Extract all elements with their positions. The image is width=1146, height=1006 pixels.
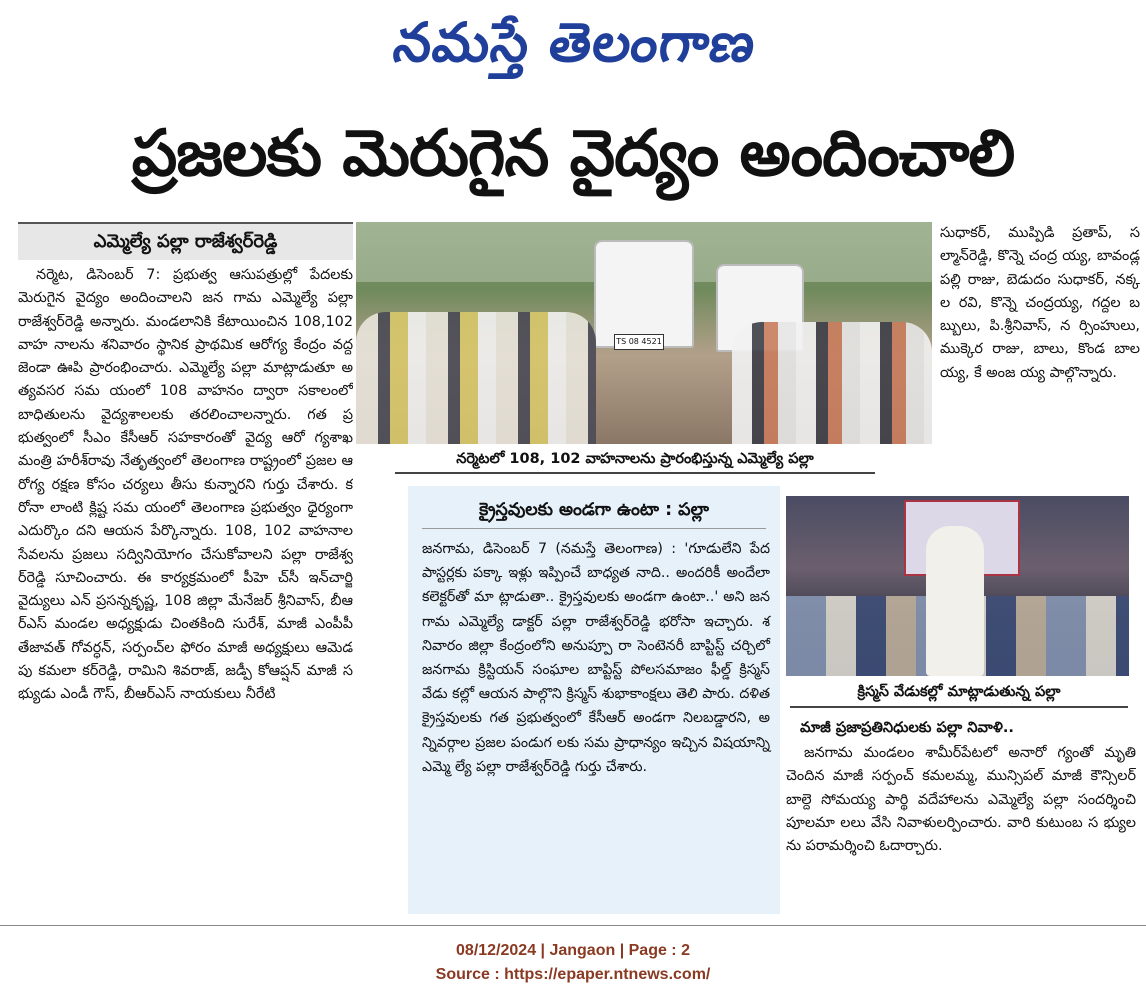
headline: ప్రజలకు మెరుగైన వైద్యం అందించాలి [131, 117, 1015, 191]
crowd-left [356, 312, 596, 444]
left-article-column [18, 222, 353, 912]
right-article-continuation: సుధాకర్, ముప్పిడి ప్రతాప్, సల్మాన్‌రెడ్డి, కొన్నె చంద్ర య్య, బావండ్లపల్లి రాజు, బెడుదం సుధాకర్, నక్కల రవి, కొన్నె చంద్రయ్య, గద్దల బబ్బులు, పి.శ్రీనివాస్, న ర్సింహులు, ముక్కెర రాజు, బాలు, కొండ బాలయ్య, కే అంజ య్య పాల్గొన్నారు. [940, 225, 1140, 381]
christmas-article-body: జనగామ, డిసెంబర్ 7 (నమస్తే తెలంగాణ) : 'గూడులేని పేద పాస్టర్లకు పక్కా ఇళ్లు ఇప్పించే బాధ్యత నాది.. అందరికీ అందేలా కలెక్టర్‌తో మా ట్లాడుతా.. క్రైస్తవులకు అండగా ఉంటా..' అని జన గామ ఎమ్మెల్యే డాక్టర్ పల్లా రాజేశ్వర్‌రెడ్డి భరోసా ఇచ్చారు. శనివారం జిల్లా కేంద్రంలోని అనుప్పూ రా సెంటెనరీ బాప్టిస్ట్ చర్చిలో జనగామ క్రిస్టియన్ సంఘాల బాప్టిస్ట్ పోలసమాజం ఫీల్డ్ క్రిస్మస్ వేడు కల్లో ఆయన పాల్గొని క్రిస్మస్ శుభాకాంక్షలు తెలి పారు. దళిత క్రైస్తవులకు గత ప్రభుత్వంలో కేసీఆర్ అండగా నిలబడ్డారని, అన్నివర్గాల ప్రజల పండుగ లకు సమ ప్రాధాన్యం ఇచ్చిన విషయాన్ని ఎమ్మె ల్యే పల్లా రాజేశ్వర్‌రెడ్డి గుర్తు చేశారు. [422, 541, 770, 775]
christmas-article-title: క్రైస్తవులకు అండగా ఉంటా : పల్లా [422, 500, 766, 529]
ambulance-vehicle-1 [594, 240, 694, 348]
license-plate: TS 08 4521 [614, 334, 664, 350]
christmas-event-photo [786, 496, 1129, 676]
photo1-caption: నర్మెటలో 108, 102 వాహనాలను ప్రారంభిస్తున్న ఎమ్మెల్యే పల్లా [395, 446, 875, 474]
tribute-article [786, 716, 1136, 912]
left-article-body [18, 264, 353, 707]
masthead-logo: నమస్తే తెలంగాణ [389, 10, 761, 74]
left-article-subhead: ఎమ్మెల్యే పల్లా రాజేశ్వర్‌రెడ్డి [18, 222, 353, 260]
crowd-right [732, 322, 932, 444]
edition-info: 08/12/2024 | Jangaon | Page : 2 [456, 942, 690, 959]
photo2-caption: క్రిస్మస్ వేడుకల్లో మాట్లాడుతున్న పల్లా [790, 678, 1128, 708]
christmas-article-box [408, 486, 780, 914]
tribute-subhead: మాజీ ప్రజాప్రతినిధులకు పల్లా నివాళి.. [800, 719, 1014, 736]
ambulance-launch-photo [356, 222, 932, 444]
left-article-paragraph: నర్మెట, డిసెంబర్ 7: ప్రభుత్వ ఆసుపత్రుల్లో పేదలకు మెరుగైన వైద్యం అందించాలని జన గామ ఎమ్మెల్యే పల్లా రాజేశ్వర్‌రెడ్డి అన్నారు. మండలానికి కేటాయించిన 108,102 వాహ నాలను శనివారం స్థానిక ప్రాథమిక ఆరోగ్య కేంద్రం వద్ద జెండా ఊపి ప్రారంభించారు. ఎమ్మెల్యే పల్లా మాట్లాడుతూ అత్యవసర సమ యంలో 108 వాహనం ద్వారా సకాలంలో బాధితులను వైద్యశాలలకు తరలించాలన్నారు. గత ప్రభుత్వంలో సీఎం కేసీఆర్ సహకారంతో వైద్య ఆరో గ్యశాఖ మంత్రి హరీశ్‌రావు నేతృత్వంలో తెలంగాణ రాష్ట్రంలో ప్రజల ఆరోగ్య రక్షణ కోసం చర్యలు తీసు కున్నారని గుర్తు చేశారు. కరోనా లాంటి క్లిష్ట సమ యంలో తెలంగాణ ప్రభుత్వం ధైర్యంగా ఎదుర్కొం దని ఆయన పేర్కొన్నారు. 108, 102 వాహనాల సేవలను ప్రజలు సద్వినియోగం చేసుకోవాలని పల్లా రాజేశ్వర్‌రెడ్డి సూచించారు. ఈ కార్యక్రమంలో పీహె చ్‌సీ ఇన్‌చార్జి వైద్యులు ఎన్ ప్రసన్నకృష్ణ, 108 జిల్లా మేనేజర్ శ్రీనివాస్, బీఆర్‌ఎస్ మండల అధ్యక్షుడు చింతకింది సురేశ్, మాజీ ఎంపీపీ తేజావత్ గోవర్ధన్, సర్పంచ్‌ల ఫోరం మాజీ అధ్యక్షులు ఆమెడపు కమలా కర్‌రెడ్డి, రామిని శివరాజ్, జడ్పీ కోఆప్షన్ మాజీ సభ్యుడు ఎండీ గౌస్, బీఆర్‌ఎస్ నాయకులు నీరేటి [18, 267, 353, 703]
source-link: Source : https://epaper.ntnews.com/ [435, 966, 711, 983]
speaker-figure [926, 526, 984, 676]
tribute-body: జనగామ మండలం శామీర్‌పేటలో అనారో గ్యంతో మృతి చెందిన మాజీ సర్పంచ్ కమలమ్మ, మున్సిపల్ మాజీ కౌన్సిలర్ బాల్దె సోమయ్య పార్థి వదేహాలను ఎమ్మెల్యే పల్లా సందర్శించి పూలమా లలు వేసి నివాళులర్పించారు. వారి కుటుంబ స భ్యులను పరామర్శించి ఓదార్చారు. [786, 745, 1136, 855]
footer-divider [0, 925, 1146, 926]
